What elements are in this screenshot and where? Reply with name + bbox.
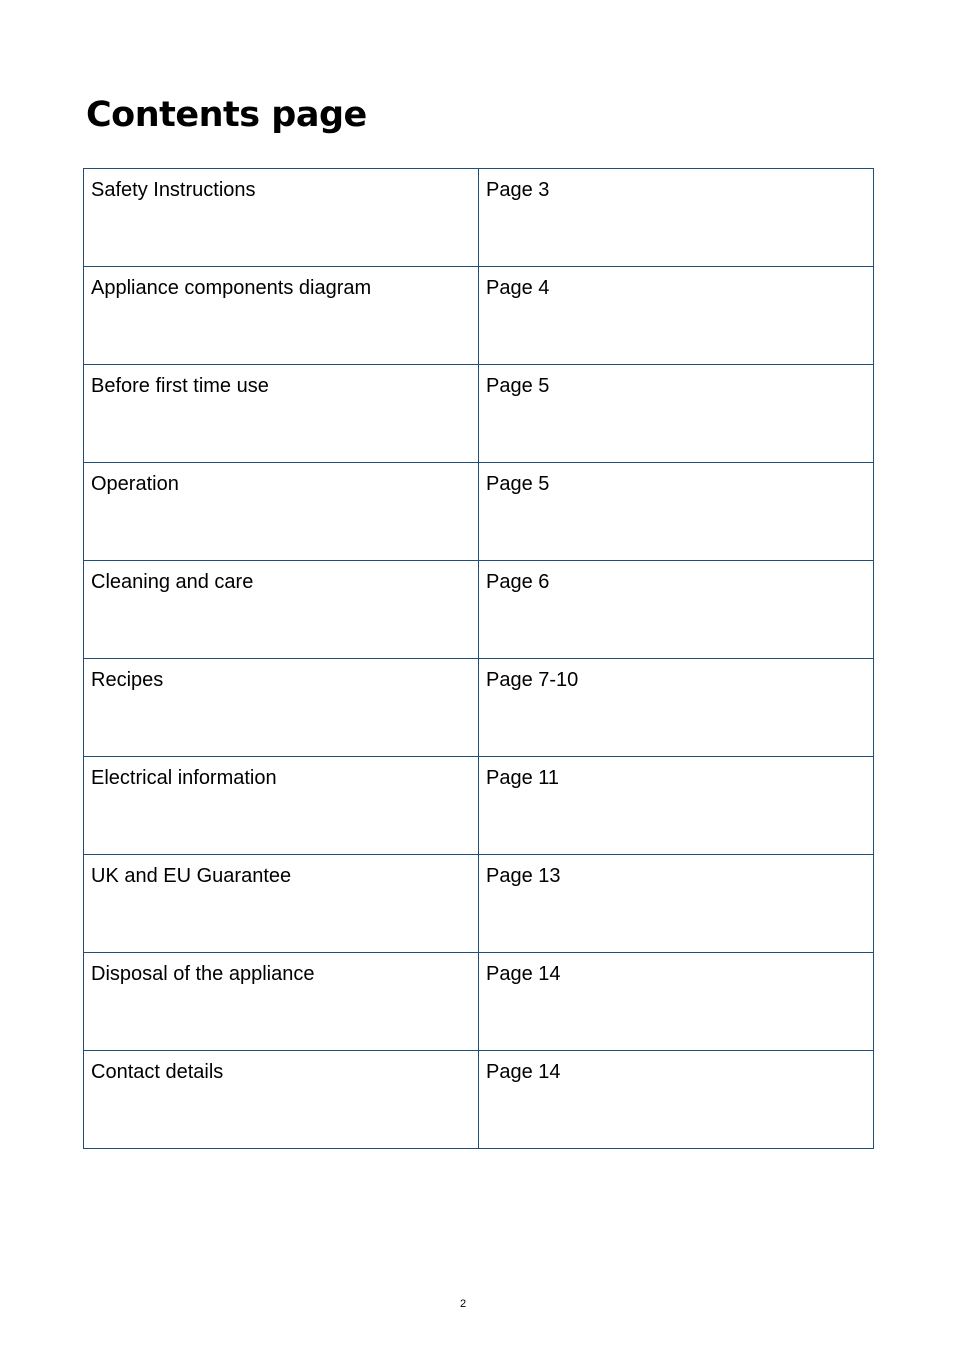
section-name: Contact details xyxy=(84,1051,479,1149)
section-page: Page 5 xyxy=(479,365,874,463)
page-number: 2 xyxy=(459,1298,467,1310)
contents-table xyxy=(83,168,874,1149)
section-name: Safety Instructions xyxy=(84,169,479,267)
section-page: Page 5 xyxy=(479,463,874,561)
section-name: Before first time use xyxy=(84,365,479,463)
table-row xyxy=(84,561,874,659)
table-row xyxy=(84,267,874,365)
section-page: Page 3 xyxy=(479,169,874,267)
section-page: Page 14 xyxy=(479,953,874,1051)
section-name: Appliance components diagram xyxy=(84,267,479,365)
section-page: Page 6 xyxy=(479,561,874,659)
table-row xyxy=(84,953,874,1051)
section-name: Recipes xyxy=(84,659,479,757)
table-row xyxy=(84,855,874,953)
table-row xyxy=(84,169,874,267)
section-page: Page 4 xyxy=(479,267,874,365)
section-name: Disposal of the appliance xyxy=(84,953,479,1051)
table-row xyxy=(84,1051,874,1149)
section-name: Electrical information xyxy=(84,757,479,855)
section-page: Page 11 xyxy=(479,757,874,855)
section-name: UK and EU Guarantee xyxy=(84,855,479,953)
table-row xyxy=(84,757,874,855)
table-row xyxy=(84,463,874,561)
page-title: Contents page xyxy=(86,95,367,135)
section-name: Cleaning and care xyxy=(84,561,479,659)
section-page: Page 7-10 xyxy=(479,659,874,757)
table-row xyxy=(84,659,874,757)
section-page: Page 14 xyxy=(479,1051,874,1149)
section-name: Operation xyxy=(84,463,479,561)
table-row xyxy=(84,365,874,463)
section-page: Page 13 xyxy=(479,855,874,953)
